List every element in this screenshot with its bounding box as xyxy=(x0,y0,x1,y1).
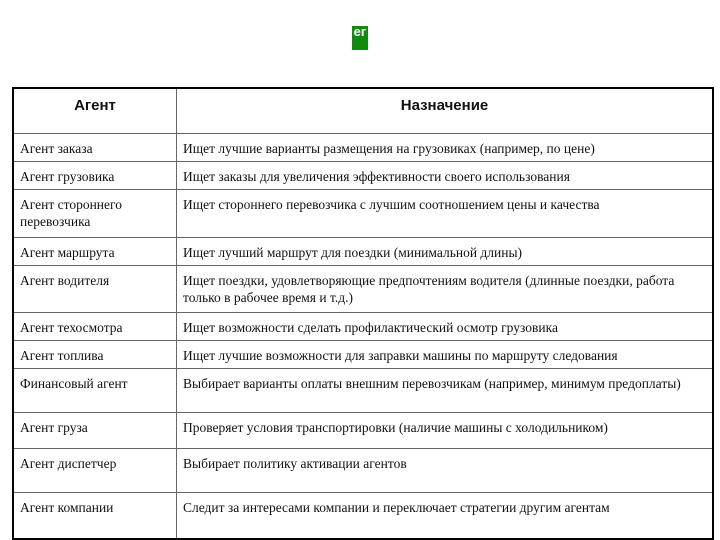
logo: ег xyxy=(352,26,368,50)
table-row xyxy=(13,413,713,449)
table-row xyxy=(13,162,713,190)
agent-purpose: Ищет поездки, удовлетворяющие предпочтениям водителя (длинные поездки, работа только в рабочее время и т.д.) xyxy=(177,266,714,313)
agent-purpose: Ищет стороннего перевозчика с лучшим соотношением цены и качества xyxy=(177,190,714,238)
agent-purpose: Ищет лучший маршрут для поездки (минимальной длины) xyxy=(177,238,714,266)
agent-name: Агент топлива xyxy=(13,341,177,369)
agent-purpose: Ищет заказы для увеличения эффективности своего использования xyxy=(177,162,714,190)
agent-name: Агент компании xyxy=(13,493,177,539)
table-header-row xyxy=(13,88,713,134)
agent-name: Агент стороннего перевозчика xyxy=(13,190,177,238)
agent-name: Агент грузовика xyxy=(13,162,177,190)
agent-name: Агент водителя xyxy=(13,266,177,313)
header-purpose: Назначение xyxy=(177,88,714,134)
agent-name: Финансовый агент xyxy=(13,369,177,413)
table-row xyxy=(13,369,713,413)
agent-name: Агент техосмотра xyxy=(13,313,177,341)
table-row xyxy=(13,493,713,539)
table-row xyxy=(13,313,713,341)
agent-name: Агент маршрута xyxy=(13,238,177,266)
agent-purpose: Ищет лучшие возможности для заправки машины по маршруту следования xyxy=(177,341,714,369)
agent-name: Агент заказа xyxy=(13,134,177,162)
agents-table xyxy=(12,87,714,540)
table-row xyxy=(13,190,713,238)
table-row xyxy=(13,449,713,493)
agent-purpose: Выбирает варианты оплаты внешним перевозчикам (например, минимум предоплаты) xyxy=(177,369,714,413)
agent-purpose: Ищет возможности сделать профилактический осмотр грузовика xyxy=(177,313,714,341)
table-row xyxy=(13,266,713,313)
table-row xyxy=(13,134,713,162)
agent-purpose: Выбирает политику активации агентов xyxy=(177,449,714,493)
agent-purpose: Проверяет условия транспортировки (наличие машины с холодильником) xyxy=(177,413,714,449)
agent-purpose: Ищет лучшие варианты размещения на грузовиках (например, по цене) xyxy=(177,134,714,162)
agent-purpose: Следит за интересами компании и переключает стратегии другим агентам xyxy=(177,493,714,539)
table-row xyxy=(13,341,713,369)
table-row xyxy=(13,238,713,266)
agent-name: Агент диспетчер xyxy=(13,449,177,493)
header-agent: Агент xyxy=(13,88,177,134)
agent-name: Агент груза xyxy=(13,413,177,449)
